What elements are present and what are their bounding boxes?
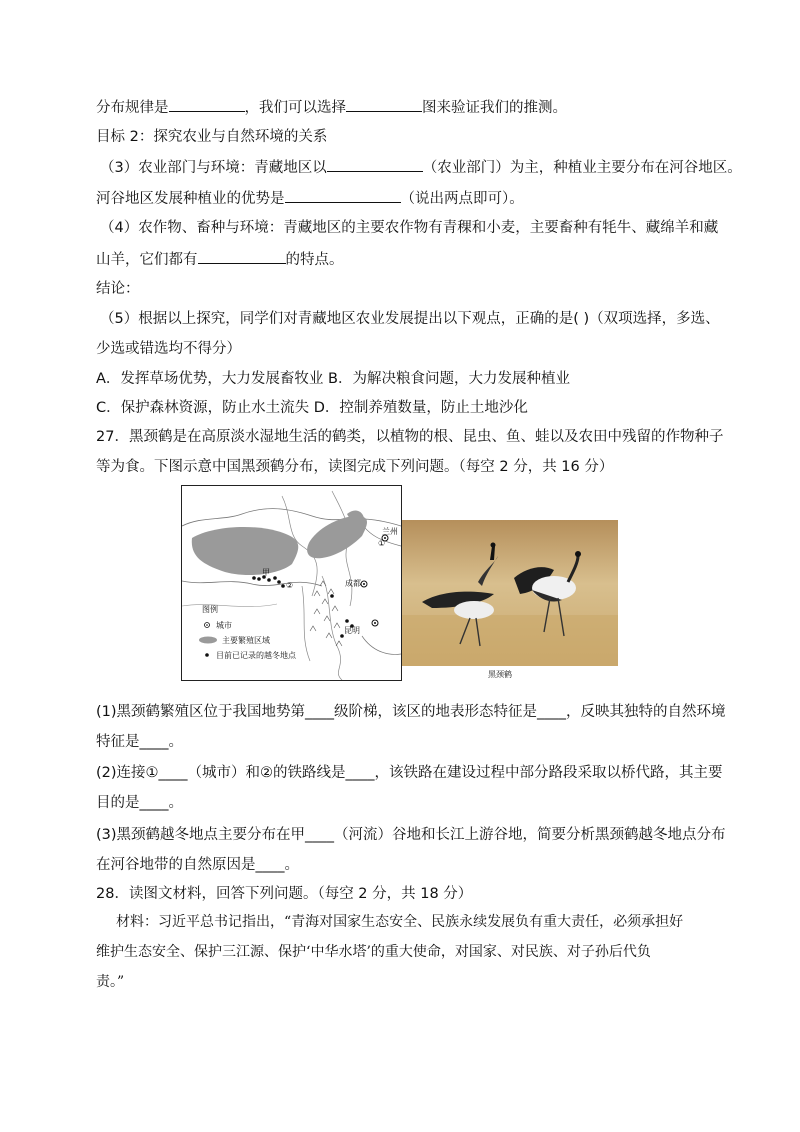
boundary-line [362, 636, 401, 654]
text: （农业部门）为主，种植业主要分布在河谷地区。 [422, 160, 742, 176]
label-lanzhou: 兰州 [382, 527, 398, 536]
answer-blank[interactable] [169, 97, 245, 112]
answer-blank[interactable] [198, 249, 286, 264]
label-kunming: 昆明 [344, 626, 360, 635]
answer-blank[interactable] [327, 157, 423, 172]
label-circle-1: ① [378, 539, 386, 548]
black-necked-crane-photo [402, 520, 618, 680]
q26-4-line-2 [96, 249, 344, 270]
q26-5-line-1: （5）根据以上探究，同学们对青藏地区农业发展提出以下观点，正确的是( )（双项选择，多选、 [100, 311, 720, 327]
text: ，我们可以选择 [244, 100, 346, 116]
city-dot [206, 624, 208, 626]
photo-caption: 黑颈鹤 [488, 670, 512, 679]
q27-stem-2: 等为食。下图示意中国黑颈鹤分布，读图完成下列问题。（每空 2 分，共 16 分） [96, 459, 614, 475]
boundary-line [182, 604, 277, 607]
map-svg [182, 486, 401, 680]
text: （说出两点即可）。 [400, 191, 524, 207]
material-line-1: 材料：习近平总书记指出，“青海对国家生态安全、民族永续发展负有重大责任，必须承担好 [116, 914, 684, 930]
river-line [302, 586, 310, 661]
q27-stem-1: 27．黑颈鹤是在高原淡水湿地生活的鹤类，以植物的根、昆虫、鱼、蛙以及农田中残留的作物种子 [96, 429, 724, 445]
q26-line-1 [96, 97, 567, 118]
city-dot [374, 622, 376, 624]
q26-4-line-1: （4）农作物、畜种与环境：青藏地区的主要农作物有青稞和小麦，主要畜种有牦牛、藏绵羊和藏 [100, 220, 719, 236]
crane-distribution-map [181, 485, 402, 681]
legend-wintering-symbol [205, 653, 209, 657]
wintering-points [252, 575, 354, 638]
text: （3）农业部门与环境：青藏地区以 [100, 160, 327, 176]
label-chengdu: 成都 [345, 579, 361, 588]
q26-3-line-1 [100, 157, 742, 178]
boundary-line [182, 509, 401, 526]
text: 分布规律是 [96, 100, 169, 116]
q27-2-line-1: (2)连接①____（城市）和②的铁路线是____，该铁路在建设过程中部分路段采取以桥代路，其主要 [96, 765, 723, 781]
q27-1-line-2: 特征是____。 [96, 734, 183, 750]
city-dot [363, 583, 365, 585]
q27-3-line-1: (3)黑颈鹤越冬地点主要分布在甲____（河流）谷地和长江上游谷地，简要分析黑颈鹤越冬地点分布 [96, 827, 726, 843]
legend-wintering: 目前已记录的越冬地点 [216, 651, 296, 660]
goal-2-heading: 目标 2：探究农业与自然环境的关系 [96, 129, 328, 145]
material-line-2: 维护生态安全、保护三江源、保护‘中华水塔’的重大使命，对国家、对民族、对子孙后代负 [96, 944, 651, 960]
option-cd: C．保护森林资源，防止水土流失 D．控制养殖数量，防止土地沙化 [96, 400, 528, 416]
label-jia: 甲 [262, 568, 270, 577]
legend-breeding-symbol [199, 637, 217, 644]
q26-5-line-2: 少选或错选均不得分） [96, 341, 241, 357]
q28-stem: 28．读图文材料，回答下列问题。（每空 2 分，共 18 分） [96, 886, 473, 902]
photo-svg [402, 520, 618, 680]
breeding-area-east [307, 516, 367, 558]
text: 图来验证我们的推测。 [422, 100, 567, 116]
text: 山羊，它们都有 [96, 252, 198, 268]
q27-2-line-2: 目的是____。 [96, 795, 183, 811]
legend-city: 城市 [216, 621, 232, 630]
answer-blank[interactable] [346, 97, 422, 112]
label-circle-2: ② [286, 581, 294, 590]
text: 的特点。 [285, 252, 344, 268]
q26-3-line-2 [96, 188, 524, 209]
mountain-symbols [310, 581, 342, 646]
q27-1-line-1: (1)黑颈鹤繁殖区位于我国地势第____级阶梯，该区的地表形态特征是____，反映其独特的自然环境 [96, 704, 726, 720]
answer-blank[interactable] [285, 188, 401, 203]
conclusion-heading: 结论： [96, 281, 140, 297]
legend-title: 图例 [202, 605, 218, 614]
breeding-area-west [192, 527, 298, 575]
q27-3-line-2: 在河谷地带的自然原因是____。 [96, 857, 299, 873]
text: 河谷地区发展种植业的优势是 [96, 191, 285, 207]
boundary-line [182, 581, 322, 586]
legend-breeding: 主要繁殖区域 [222, 636, 270, 645]
river-line [322, 576, 342, 680]
material-line-3: 责。” [96, 974, 125, 990]
option-ab: A．发挥草场优势，大力发展畜牧业 B．为解决粮食问题，大力发展种植业 [96, 371, 570, 387]
